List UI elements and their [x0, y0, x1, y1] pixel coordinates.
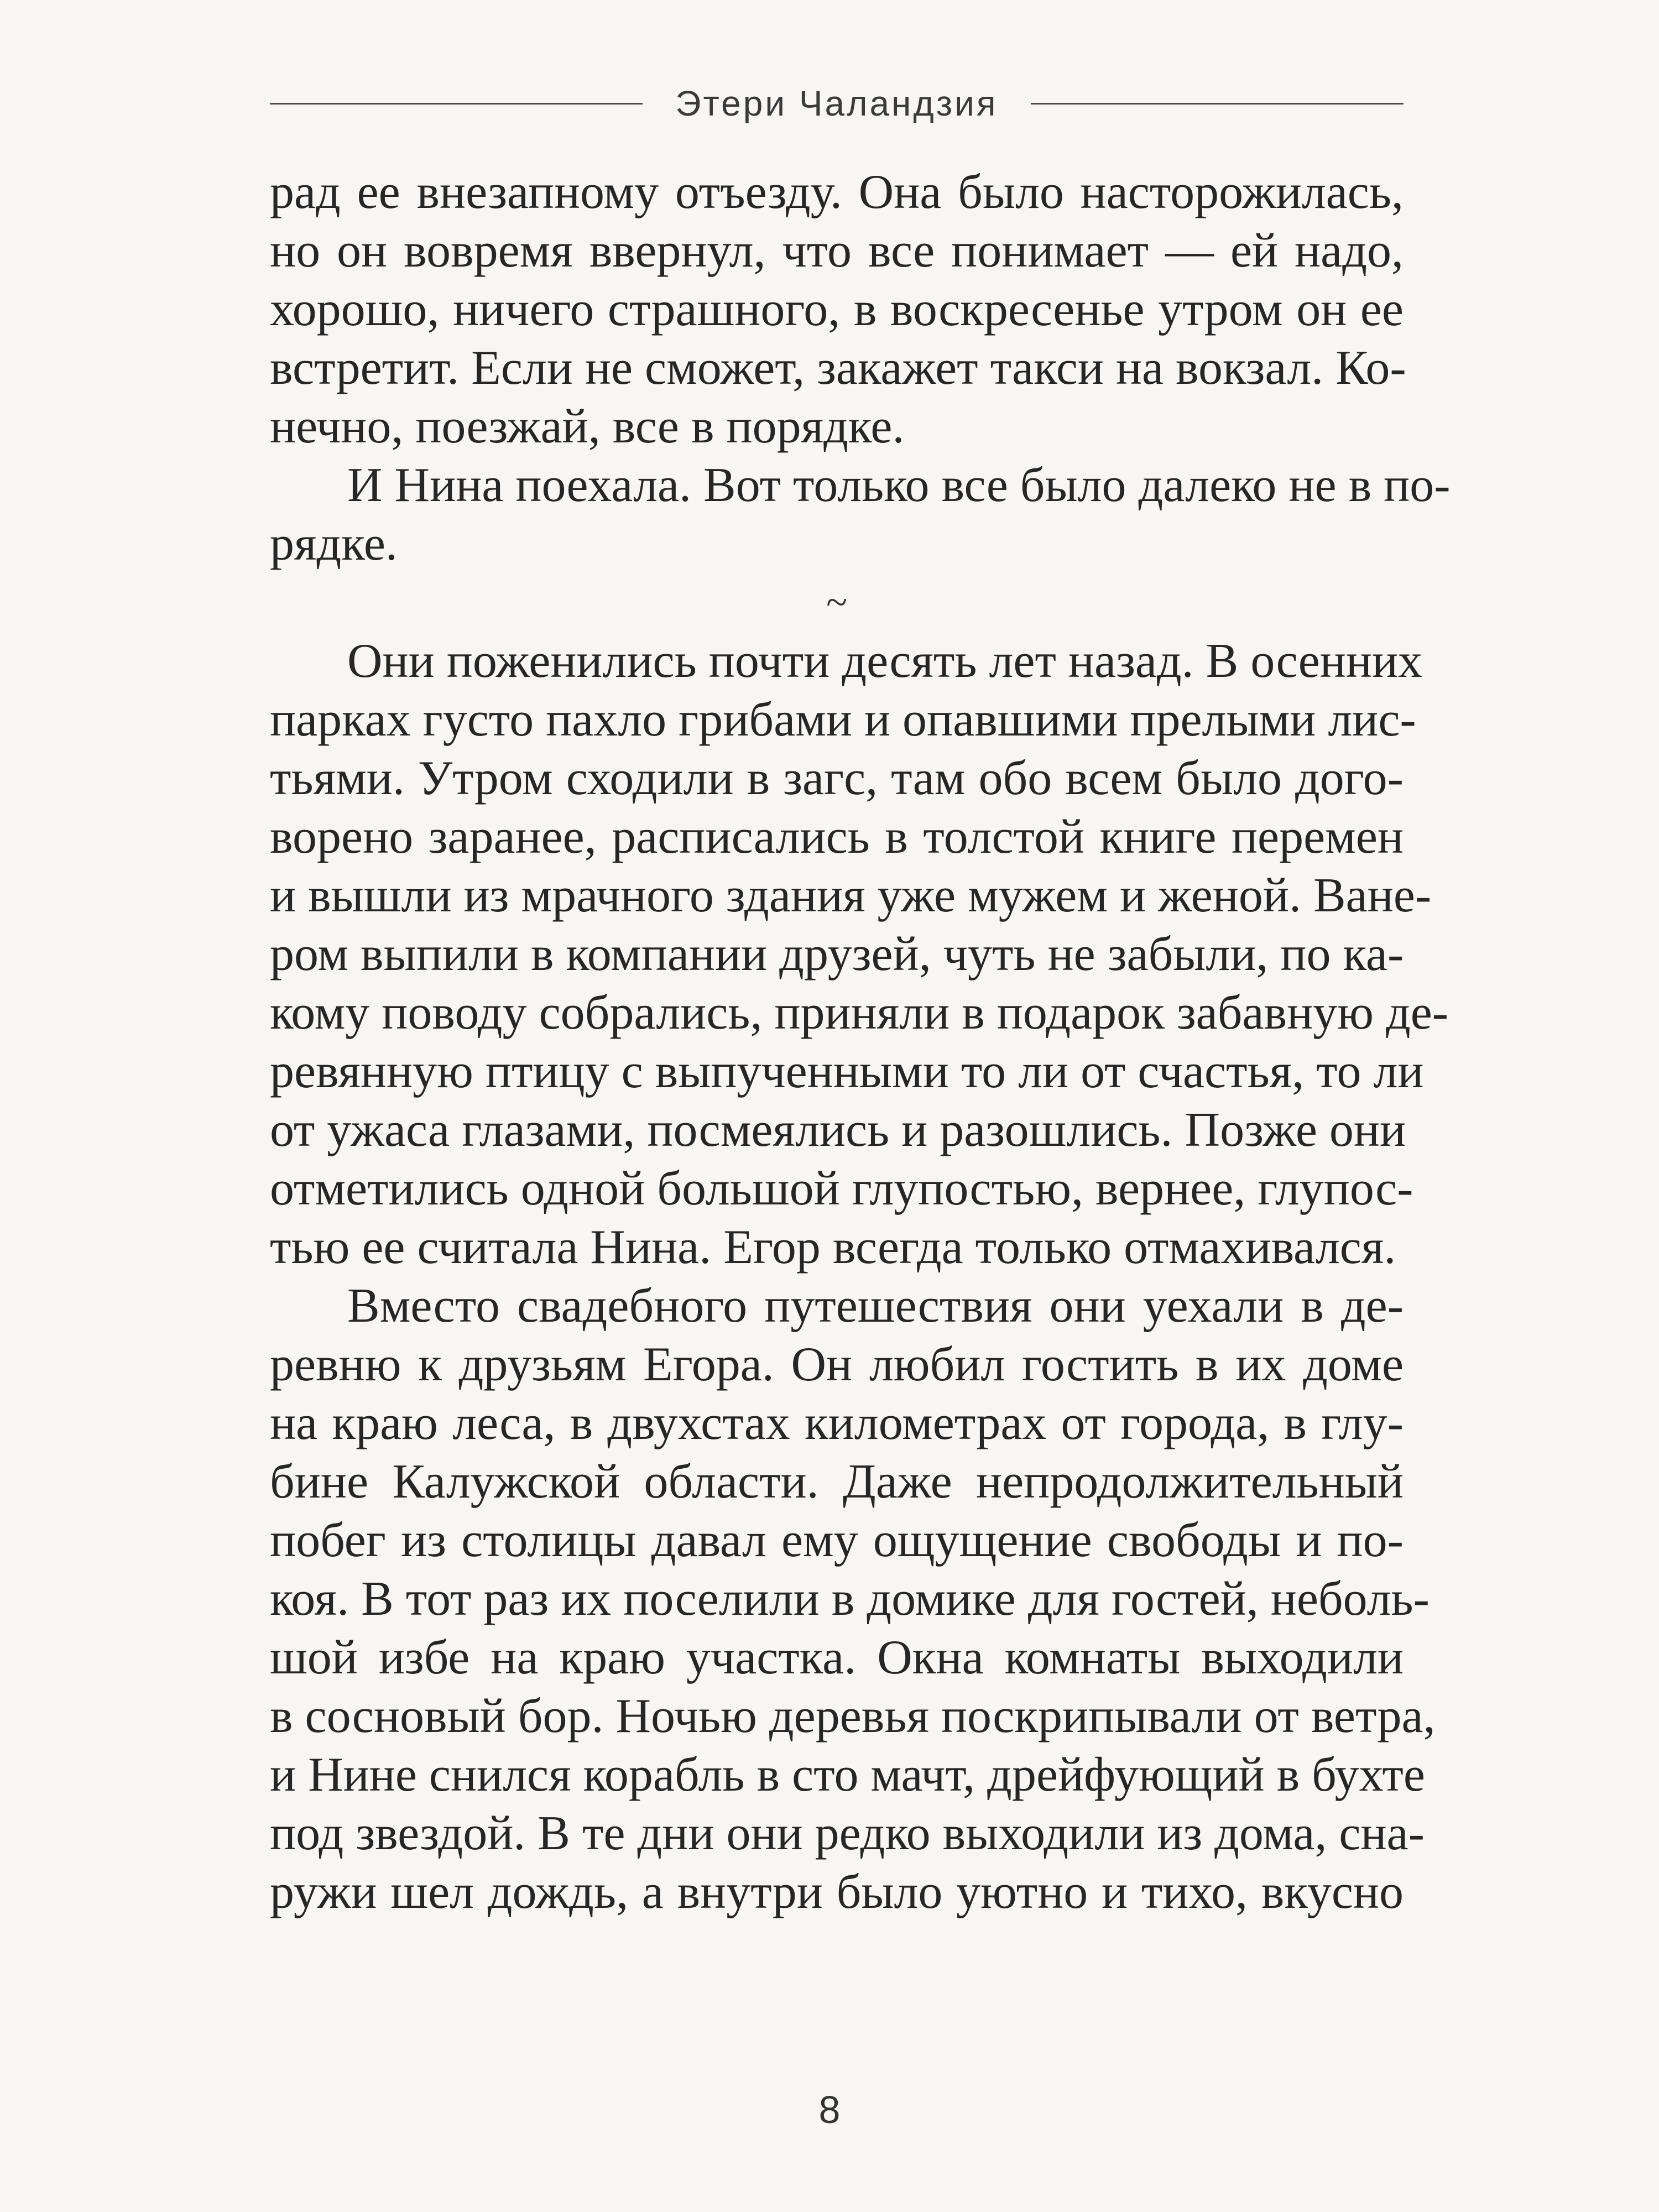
text-line: хорошо, ничего страшного, в воскресенье утром он ее: [270, 283, 1404, 336]
text-line: бине Калужской области. Даже непродолжительный: [270, 1455, 1404, 1509]
text-line: тью ее считала Нина. Егор всегда только отмахивался.: [270, 1220, 1396, 1274]
text-line: ром выпили в компании друзей, чуть не забыли, по ка-: [270, 927, 1404, 981]
page-number: 8: [818, 2088, 841, 2131]
text-line: и Нине снился корабль в сто мачт, дрейфующий в бухте: [270, 1748, 1425, 1802]
text-line: ревянную птицу с выпученными то ли от счастья, то ли: [270, 1045, 1424, 1098]
text-line: побег из столицы давал ему ощущение свободы и по-: [270, 1514, 1404, 1567]
running-head: [270, 83, 1404, 124]
text-line: и вышли из мрачного здания уже мужем и женой. Ване-: [270, 869, 1432, 922]
header-rule-left: [270, 103, 643, 105]
text-line: кому поводу собрались, приняли в подарок забавную де-: [270, 986, 1449, 1040]
text-line: под звездой. В те дни они редко выходили из дома, сна-: [270, 1807, 1425, 1860]
text-line: отметились одной большой глупостью, вернее, глупос-: [270, 1162, 1413, 1215]
body-text: [270, 163, 1451, 1922]
section-break: ~: [826, 581, 847, 624]
text-line: ружи шел дождь, а внутри было уютно и тихо, вкусно: [270, 1865, 1404, 1919]
text-line: шой избе на краю участка. Окна комнаты выходили: [270, 1631, 1404, 1684]
text-line: Вместо свадебного путешествия они уехали в де-: [347, 1279, 1404, 1333]
text-line: рядке.: [270, 517, 398, 571]
running-title: Этери Чаландзия: [675, 84, 998, 123]
text-line: в сосновый бор. Ночью деревья поскрипывали от ветра,: [270, 1689, 1436, 1743]
text-line: Они поженились почти десять лет назад. В осенних: [347, 634, 1423, 688]
text-line: встретит. Если не сможет, закажет такси на вокзал. Ко-: [270, 341, 1406, 395]
text-line: но он вовремя ввернул, что все понимает — ей надо,: [270, 224, 1404, 278]
text-line: ревню к друзьям Егора. Он любил гостить в их доме: [270, 1338, 1404, 1391]
text-line: на краю леса, в двухстах километрах от города, в глу-: [270, 1396, 1404, 1450]
text-line: от ужаса глазами, посмеялись и разошлись. Позже они: [270, 1103, 1406, 1157]
text-line: парках густо пахло грибами и опавшими прелыми лис-: [270, 693, 1416, 747]
text-line: И Нина поехала. Вот только все было далеко не в по-: [347, 458, 1451, 512]
text-line: коя. В тот раз их поселили в домике для гостей, неболь-: [270, 1572, 1430, 1626]
text-line: рад ее внезапному отъезду. Она было насторожилась,: [270, 165, 1404, 219]
text-line: ворено заранее, расписались в толстой книге перемен: [270, 810, 1404, 864]
text-line: нечно, поезжай, все в порядке.: [270, 400, 905, 453]
text-line: тьями. Утром сходили в загс, там обо всем было дого-: [270, 752, 1404, 805]
header-rule-right: [1031, 103, 1404, 105]
